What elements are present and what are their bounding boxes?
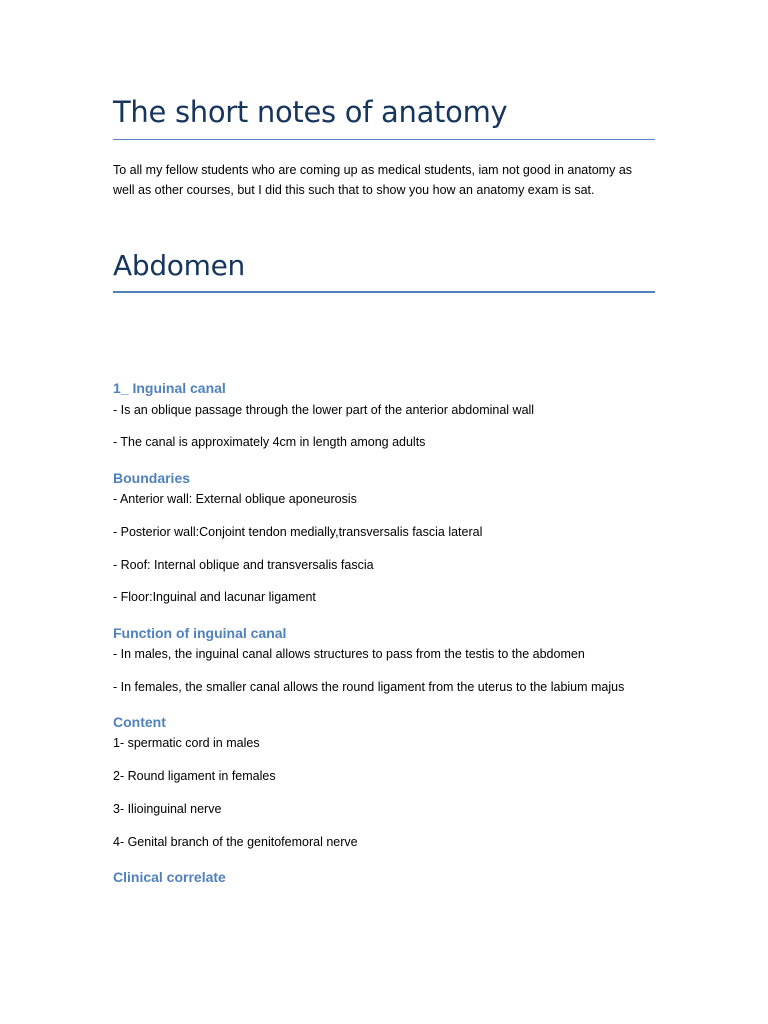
boundaries-line-2: - Posterior wall:Conjoint tendon medially,transversalis fascia lateral xyxy=(113,525,483,539)
inguinal-line-2: - The canal is approximately 4cm in length among adults xyxy=(113,435,426,449)
function-line-1: - In males, the inguinal canal allows structures to pass from the testis to the abdomen xyxy=(113,647,585,661)
document-title: The short notes of anatomy xyxy=(113,95,508,129)
heading-inguinal-canal: 1_ Inguinal canal xyxy=(113,380,226,396)
content-line-3: 3- Ilioinguinal nerve xyxy=(113,802,222,816)
heading-boundaries: Boundaries xyxy=(113,470,191,486)
boundaries-line-4: - Floor:Inguinal and lacunar ligament xyxy=(113,590,316,604)
heading-clinical-correlate: Clinical correlate xyxy=(113,869,226,885)
inguinal-line-1: - Is an oblique passage through the lower part of the anterior abdominal wall xyxy=(113,403,535,417)
content-line-1: 1- spermatic cord in males xyxy=(113,736,260,750)
intro-paragraph: To all my fellow students who are coming up as medical students, iam not good in anatomy as well as other courses, but I did this such that to show you how an anatomy exam is sat. xyxy=(113,163,633,197)
boundaries-line-1: - Anterior wall: External oblique aponeurosis xyxy=(113,492,357,506)
function-line-2: - In females, the smaller canal allows the round ligament from the uterus to the labium majus xyxy=(113,680,625,694)
content-line-4: 4- Genital branch of the genitofemoral nerve xyxy=(113,835,358,849)
heading-function: Function of inguinal canal xyxy=(113,625,287,641)
section-underline xyxy=(113,291,655,293)
title-underline xyxy=(113,139,655,140)
heading-content: Content xyxy=(113,714,166,730)
boundaries-line-3: - Roof: Internal oblique and transversalis fascia xyxy=(113,558,374,572)
section-heading-abdomen: Abdomen xyxy=(113,249,245,282)
content-line-2: 2- Round ligament in females xyxy=(113,769,276,783)
